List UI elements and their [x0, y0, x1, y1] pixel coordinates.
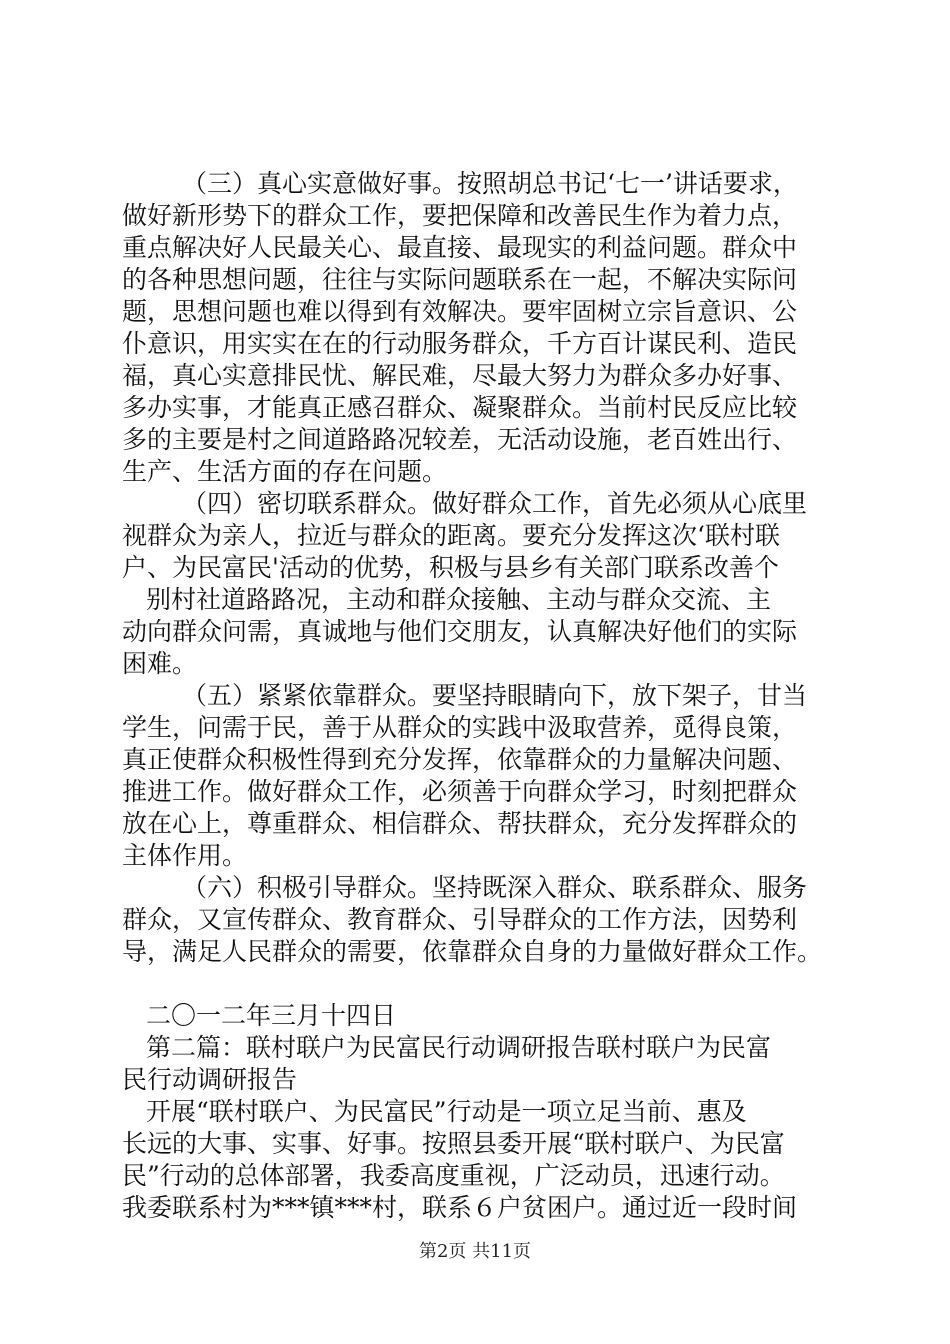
text-line: 民”行动的总体部署，我委高度重视，广泛动员，迅速行动。 — [122, 1161, 785, 1190]
text-line: 福，真心实意排民忧、解民难，尽最大努力为群众多办好事、 — [122, 361, 798, 390]
text-line: 群众，又宣传群众、教育群众、引导群众的工作方法，因势利 — [122, 905, 798, 934]
text-line: 视群众为亲人，拉近与群众的距离。要充分发挥这次‘联村联 — [122, 521, 780, 550]
paragraph-section-six — [122, 872, 842, 968]
text-line: 别村社道路路况，主动和群众接触、主动与群众交流、主 — [146, 585, 772, 614]
second-article-body — [122, 1096, 842, 1224]
second-article-title — [122, 1032, 842, 1096]
blank-line — [122, 968, 842, 1000]
text-line: 生产、生活方面的存在问题。 — [122, 457, 448, 486]
date-line — [122, 1000, 842, 1032]
text-line: 多的主要是村之间道路路况较差，无活动设施，老百姓出行、 — [122, 425, 798, 454]
text-line: 第二篇：联村联户为民富民行动调研报告联村联户为民富 — [146, 1033, 772, 1062]
text-line: 长远的大事、实事、好事。按照县委开展“联村联户、为民富 — [122, 1129, 785, 1158]
text-line: （六）积极引导群众。坚持既深入群众、联系群众、服务 — [182, 873, 808, 902]
text-line: 主体作用。 — [122, 841, 248, 870]
text-line: （三）真心实意做好事。按照胡总书记‘七一’讲话要求， — [182, 169, 798, 198]
text-line: 困难。 — [122, 649, 198, 678]
text-line: 导，满足人民群众的需要，依靠群众自身的力量做好群众工作。 — [122, 937, 823, 966]
text-line: 多办实事，才能真正感召群众、凝聚群众。当前村民反应比较 — [122, 393, 798, 422]
text-line: （五）紧紧依靠群众。要坚持眼睛向下，放下架子，甘当 — [182, 681, 808, 710]
text-line: （四）密切联系群众。做好群众工作，首先必须从心底里 — [182, 489, 808, 518]
paragraph-section-five — [122, 680, 842, 872]
paragraph-section-three — [122, 168, 842, 488]
text-line: 真正使群众积极性得到充分发挥，依靠群众的力量解决问题、 — [122, 745, 798, 774]
page-number-footer: 第2页 共11页 — [418, 1241, 532, 1262]
text-line: 开展“联村联户、为民富民”行动是一项立足当前、惠及 — [146, 1097, 747, 1126]
text-line: 推进工作。做好群众工作，必须善于向群众学习，时刻把群众 — [122, 777, 798, 806]
paragraph-section-four — [122, 488, 842, 680]
text-line: 题，思想问题也难以得到有效解决。要牢固树立宗旨意识、公 — [122, 297, 798, 326]
text-line: 动向群众问需，真诚地与他们交朋友，认真解决好他们的实际 — [122, 617, 798, 646]
text-line: 仆意识，用实实在在的行动服务群众，千方百计谋民利、造民 — [122, 329, 798, 358]
text-line: 我委联系村为***镇***村，联系６户贫困户。通过近一段时间 — [122, 1193, 798, 1222]
date-text: 二〇一二年三月十四日 — [146, 1001, 397, 1030]
text-line: 做好新形势下的群众工作，要把保障和改善民生作为着力点， — [122, 201, 798, 230]
text-line: 户、为民富民'活动的优势，积极与县乡有关部门联系改善个 — [122, 553, 779, 582]
text-line: 民行动调研报告 — [122, 1065, 298, 1094]
text-line: 放在心上，尊重群众、相信群众、帮扶群众，充分发挥群众的 — [122, 809, 798, 838]
document-body — [122, 168, 842, 1224]
text-line: 重点解决好人民最关心、最直接、最现实的利益问题。群众中 — [122, 233, 798, 262]
text-line: 的各种思想问题，往往与实际问题联系在一起，不解决实际问 — [122, 265, 798, 294]
text-line: 学生，问需于民，善于从群众的实践中汲取营养，觅得良策， — [122, 713, 798, 742]
